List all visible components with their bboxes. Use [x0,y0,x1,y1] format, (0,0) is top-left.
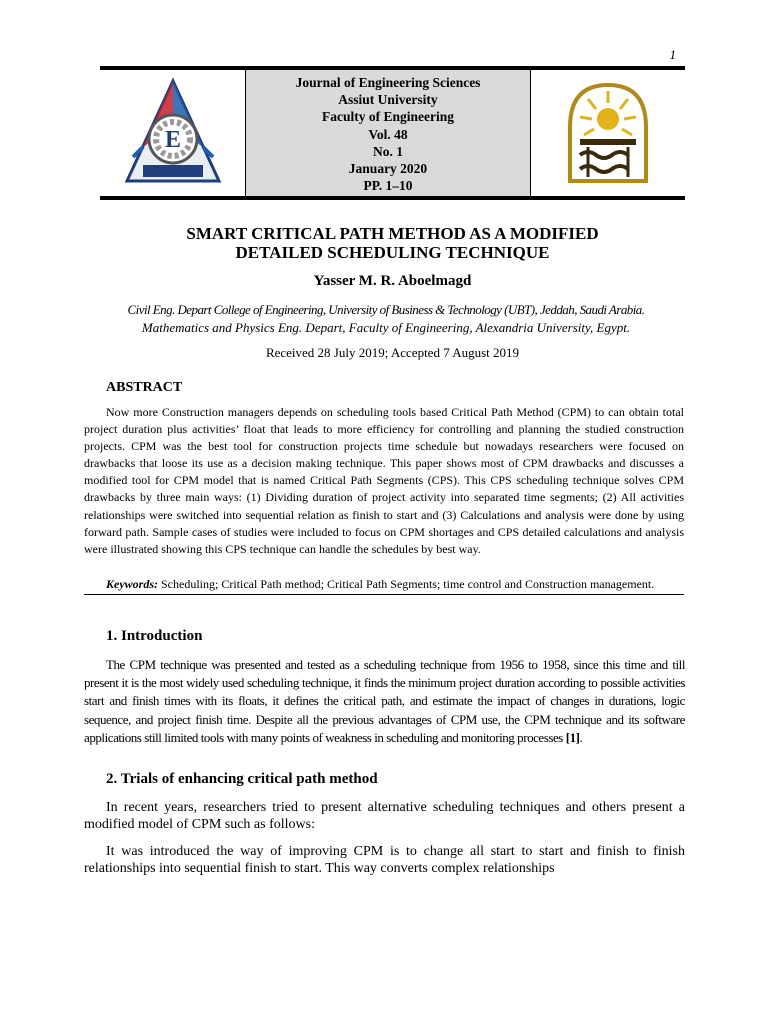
introduction-paragraph [84,656,685,747]
page-number: 1 [669,47,676,62]
keywords-label: Keywords: [106,577,158,591]
title-line-2: DETAILED SCHEDULING TECHNIQUE [235,243,550,262]
journal-info-box [245,70,531,196]
faculty-logo [100,70,245,196]
trials-paragraph-2: It was introduced the way of improving CPM is to change all start to start and finish to finish relationships into sequential finish to start. This way converts complex relationships [84,844,685,876]
abstract-body: Now more Construction managers depends on scheduling tools based Critical Path Method (CPM) to can obtain total project duration plus activities’ float that leads to more efficiency for controlling and planning the studied construction projects. CPM was the best tool for construction projects time schedule but nowadays researchers were focused on drawbacks that loose its use as a decision making technique. This paper shows most of CPM drawbacks and discusses a modified tool for CPM model that is named Critical Path Segments (CPS). This CPS scheduling technique solves CPM drawbacks by three main ways: (1) Dividing duration of project activity into separated time segments; (2) All activities relationships were switched into sequential relation as finish to start and (3) Calculations and analysis were done by using forward path. Sample cases of studies were included to focus on CPM shortages and CPS detailed calculations and analysis were illustrated showing this CPS technique can handle the schedules by best way. [84,405,684,556]
volume: Vol. 48 [368,126,408,142]
affiliation-1: Civil Eng. Depart College of Engineering, University of Business & Technology (UBT), Jeddah, Saudi Arabia. [127,302,645,317]
title-line-1: SMART CRITICAL PATH METHOD AS A MODIFIED [186,224,599,243]
issue-number: No. 1 [373,143,403,159]
paper-title [100,224,685,262]
journal-header [100,66,685,200]
received-date: Received 28 July 2019; Accepted 7 August 2019 [265,345,520,360]
citation-ref: [1] [565,729,580,745]
section-heading-trials: 2. Trials of enhancing critical path method [106,771,378,787]
faculty-logo-icon [113,77,233,189]
abstract-heading: ABSTRACT [106,380,183,395]
page-range: PP. 1–10 [363,178,413,194]
journal-name: Journal of Engineering Sciences [295,75,481,90]
section-heading-introduction: 1. Introduction [106,628,203,644]
author: Yasser M. R. Aboelmagd [313,273,472,289]
university-logo-icon [558,77,658,189]
introduction-text: The CPM technique was presented and tested as a scheduling technique from 1956 to 1958, since this time and till present it is the most widely used scheduling technique, it finds the minimum project duration according to possible activities start and finish times with its floats, it defines the critical path, and estimate the impact of changes in durations, logic sequence, and project finish time. Despite all the previous advantages of CPM use, the CPM technique and its software applications still limited tools with many points of weakness in scheduling and monitoring processes [84,657,685,745]
faculty-name: Faculty of Engineering [322,109,454,125]
introduction-end: . [579,729,583,745]
university-name: Assiut University [338,92,438,108]
svg-text:E: E [164,127,181,153]
trials-paragraph-1: In recent years, researchers tried to present alternative scheduling techniques and others present a modified model of CPM such as follows: [84,800,685,832]
keywords-text: Scheduling; Critical Path method; Critical Path Segments; time control and Construction management. [158,577,655,591]
university-logo [531,70,685,196]
keywords [84,576,684,595]
issue-date: January 2020 [348,161,428,177]
affiliation-2: Mathematics and Physics Eng. Depart, Faculty of Engineering, Alexandria University, Egypt. [141,320,631,335]
